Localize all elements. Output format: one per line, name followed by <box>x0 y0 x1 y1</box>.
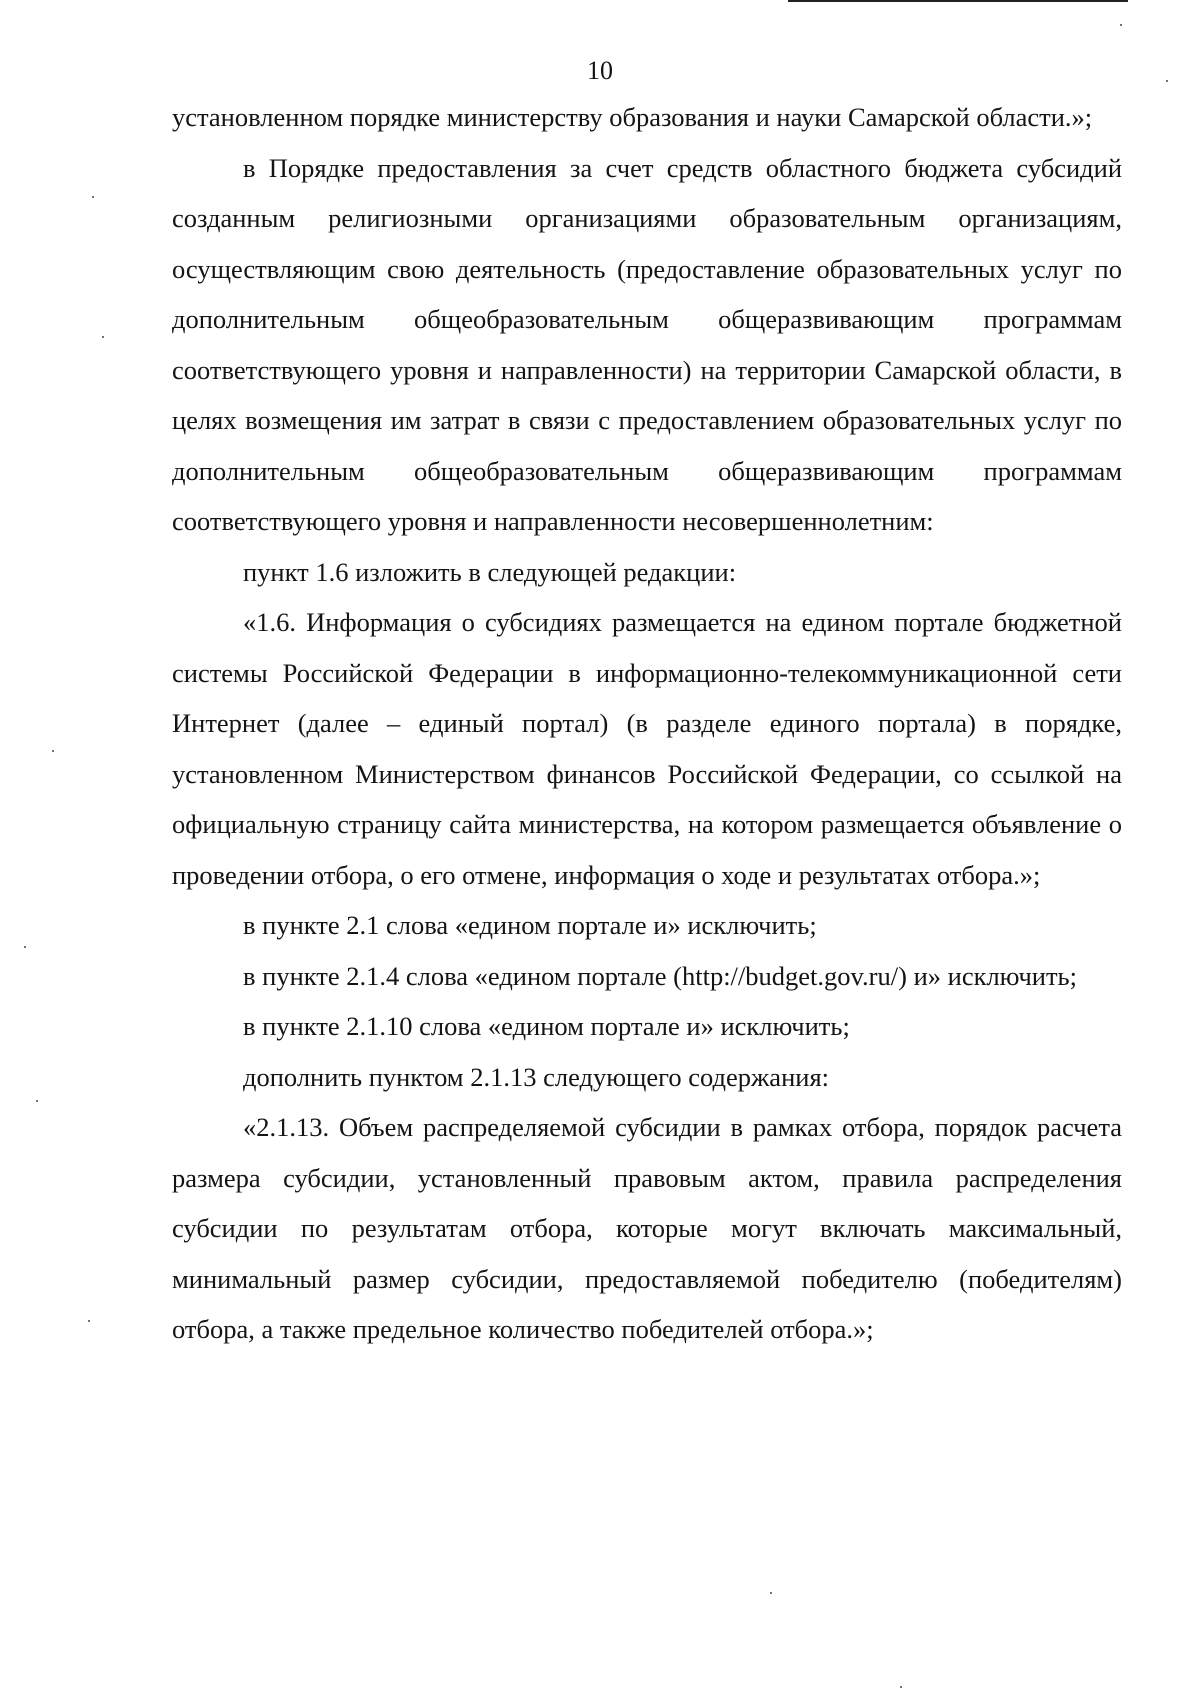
scan-speck <box>770 1592 772 1594</box>
paragraph-continuation: установленном порядке министерству образования и науки Самарской области.»; <box>172 102 1093 132</box>
scan-speck <box>36 1100 38 1102</box>
page-number: 10 <box>587 56 613 85</box>
paragraph-item-1-6-text: «1.6. Информация о субсидиях размещается на едином портале бюджетной системы Российской Федерации в информационно-телекоммуникационной сети Интернет (далее – единый портал) (в разделе единого портала) в порядке, установленном Министерством финансов Российской Федерации, со ссылкой на официальную страницу сайта министерства, на котором размещается объявление о проведении отбора, о его отмене, информация о ходе и результатах отбора.»; <box>172 607 1122 890</box>
paragraph-item-2-1-10: в пункте 2.1.10 слова «едином портале и» исключить; <box>243 1011 850 1041</box>
paragraph-item-2-1-4: в пункте 2.1.4 слова «едином портале (http://budget.gov.ru/) и» исключить; <box>243 960 1077 991</box>
scan-speck <box>102 336 104 338</box>
top-rule <box>788 0 1128 2</box>
scan-speck <box>92 196 94 198</box>
paragraph-item-2-1: в пункте 2.1 слова «едином портале и» исключить; <box>243 910 817 940</box>
paragraph-item-2-1-13-text: «2.1.13. Объем распределяемой субсидии в рамках отбора, порядок расчета размера субсидии, установленный правовым актом, правила распределения субсидии по результатам отбора, которые могут включать максимальный, минимальный размер субсидии, предоставляемой победителю (победителям) отбора, а также предельное количество победителей отбора.»; <box>172 1112 1122 1344</box>
paragraph-item-1-6-instruction: пункт 1.6 изложить в следующей редакции: <box>243 556 737 587</box>
scan-speck <box>1166 80 1168 82</box>
document-body <box>172 92 1122 1355</box>
scan-speck <box>88 1320 90 1322</box>
scan-speck <box>52 750 54 752</box>
scan-speck <box>24 946 26 948</box>
paragraph-procedure-intro: в Порядке предоставления за счет средств областного бюджета субсидий созданным религиозными организациями образовательным организациям, осуществляющим свою деятельность (предоставление образовательных услуг по дополнительным общеобразовательным общеразвивающим программам соответствующего уровня и направленности) на территории Самарской области, в целях возмещения им затрат в связи с предоставлением образовательных услуг по дополнительным общеобразовательным общеразвивающим программам соответствующего уровня и направленности несовершеннолетним: <box>172 152 1122 536</box>
scan-speck <box>900 1686 902 1688</box>
scan-speck <box>1120 24 1122 26</box>
paragraph-item-2-1-13-instruction: дополнить пунктом 2.1.13 следующего содержания: <box>243 1061 829 1092</box>
